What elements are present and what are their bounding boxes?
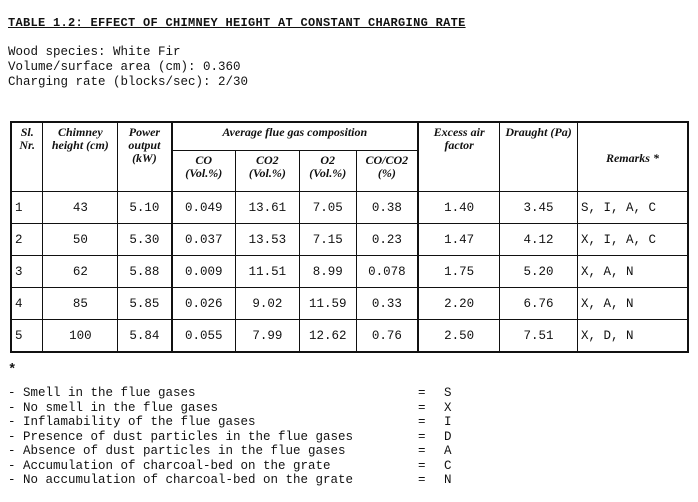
- header-sl: Sl. Nr.: [11, 122, 43, 192]
- header-row: [11, 122, 688, 151]
- cell-co: 0.009: [172, 256, 236, 288]
- cell-remarks: X, A, N: [577, 288, 688, 320]
- legend-item: [8, 430, 464, 445]
- cell-co2: 7.99: [235, 320, 299, 353]
- legend-equals: =: [418, 386, 426, 400]
- legend-desc: - Presence of dust particles in the flue gases: [8, 429, 354, 444]
- cell-height: 43: [43, 192, 118, 224]
- cell-sl: 4: [11, 288, 43, 320]
- legend-desc: - Accumulation of charcoal-bed on the grate: [8, 458, 331, 473]
- header-flue-gas-composition: Average flue gas composition: [172, 122, 418, 151]
- cell-o2: 11.59: [299, 288, 356, 320]
- legend-code: N: [444, 473, 452, 487]
- legend-code: S: [444, 386, 452, 400]
- cell-power: 5.85: [118, 288, 172, 320]
- legend-code: D: [444, 429, 452, 444]
- legend-code: I: [444, 415, 452, 429]
- cell-remarks: X, I, A, C: [577, 224, 688, 256]
- cell-power: 5.84: [118, 320, 172, 353]
- cell-height: 62: [43, 256, 118, 288]
- cell-co2: 9.02: [235, 288, 299, 320]
- legend-equals: =: [418, 458, 426, 473]
- cell-o2: 7.05: [299, 192, 356, 224]
- cell-co2: 13.53: [235, 224, 299, 256]
- cell-draught: 3.45: [500, 192, 578, 224]
- meta-block: [8, 45, 248, 90]
- cell-o2: 8.99: [299, 256, 356, 288]
- legend-equals: =: [418, 473, 426, 487]
- legend-code: C: [444, 458, 452, 473]
- cell-excess: 1.75: [418, 256, 500, 288]
- cell-excess: 2.20: [418, 288, 500, 320]
- cell-height: 85: [43, 288, 118, 320]
- legend-item: [8, 473, 464, 488]
- legend-item: [8, 401, 464, 416]
- legend-equals: =: [418, 444, 426, 458]
- header-power-output: Power output (kW): [118, 122, 172, 192]
- header-chimney-height: Chimney height (cm): [43, 122, 118, 192]
- cell-co: 0.055: [172, 320, 236, 353]
- cell-ratio: 0.078: [356, 256, 418, 288]
- cell-sl: 5: [11, 320, 43, 353]
- cell-excess: 2.50: [418, 320, 500, 353]
- legend-item: [8, 386, 464, 401]
- cell-power: 5.88: [118, 256, 172, 288]
- cell-co: 0.049: [172, 192, 236, 224]
- cell-height: 50: [43, 224, 118, 256]
- table-row: [11, 320, 688, 353]
- cell-remarks: S, I, A, C: [577, 192, 688, 224]
- table-row: [11, 224, 688, 256]
- legend-desc: - Absence of dust particles in the flue gases: [8, 444, 346, 458]
- cell-co2: 13.61: [235, 192, 299, 224]
- results-table: [10, 121, 689, 353]
- cell-power: 5.10: [118, 192, 172, 224]
- header-co-co2-ratio: CO/CO2 (%): [356, 151, 418, 192]
- cell-draught: 7.51: [500, 320, 578, 353]
- cell-ratio: 0.76: [356, 320, 418, 353]
- header-o2: O2 (Vol.%): [299, 151, 356, 192]
- header-remarks: Remarks *: [577, 122, 688, 192]
- legend-desc: - No accumulation of charcoal-bed on the grate: [8, 473, 354, 487]
- legend-item: [8, 459, 464, 474]
- footnote-asterisk: *: [8, 362, 17, 378]
- cell-excess: 1.47: [418, 224, 500, 256]
- cell-draught: 4.12: [500, 224, 578, 256]
- wood-species: Wood species: White Fir: [8, 45, 181, 59]
- cell-remarks: X, A, N: [577, 256, 688, 288]
- cell-sl: 2: [11, 224, 43, 256]
- legend-code: A: [444, 444, 452, 458]
- table-row: [11, 256, 688, 288]
- legend-equals: =: [418, 429, 426, 444]
- cell-remarks: X, D, N: [577, 320, 688, 353]
- cell-ratio: 0.38: [356, 192, 418, 224]
- cell-co: 0.026: [172, 288, 236, 320]
- table-title: TABLE 1.2: EFFECT OF CHIMNEY HEIGHT AT CONSTANT CHARGING RATE: [8, 16, 466, 30]
- header-excess-air: Excess air factor: [418, 122, 500, 192]
- cell-height: 100: [43, 320, 118, 353]
- cell-excess: 1.40: [418, 192, 500, 224]
- cell-sl: 1: [11, 192, 43, 224]
- header-co: CO (Vol.%): [172, 151, 236, 192]
- legend-code: X: [444, 400, 452, 415]
- cell-co2: 11.51: [235, 256, 299, 288]
- cell-sl: 3: [11, 256, 43, 288]
- header-co2: CO2 (Vol.%): [235, 151, 299, 192]
- legend-equals: =: [418, 400, 426, 415]
- cell-o2: 12.62: [299, 320, 356, 353]
- cell-draught: 5.20: [500, 256, 578, 288]
- legend-desc: - Inflamability of the flue gases: [8, 415, 256, 429]
- cell-o2: 7.15: [299, 224, 356, 256]
- cell-draught: 6.76: [500, 288, 578, 320]
- cell-co: 0.037: [172, 224, 236, 256]
- cell-ratio: 0.33: [356, 288, 418, 320]
- legend-desc: - No smell in the flue gases: [8, 400, 219, 415]
- table-row: [11, 288, 688, 320]
- legend-item: [8, 415, 464, 430]
- legend-desc: - Smell in the flue gases: [8, 386, 196, 400]
- charging-rate: Charging rate (blocks/sec): 2/30: [8, 75, 249, 89]
- cell-power: 5.30: [118, 224, 172, 256]
- table-row: [11, 192, 688, 224]
- header-draught: Draught (Pa): [500, 122, 578, 192]
- legend-equals: =: [418, 415, 426, 429]
- volume-surface-ratio: Volume/surface area (cm): 0.360: [8, 60, 241, 74]
- remarks-legend: [8, 386, 464, 488]
- legend-item: [8, 444, 464, 459]
- cell-ratio: 0.23: [356, 224, 418, 256]
